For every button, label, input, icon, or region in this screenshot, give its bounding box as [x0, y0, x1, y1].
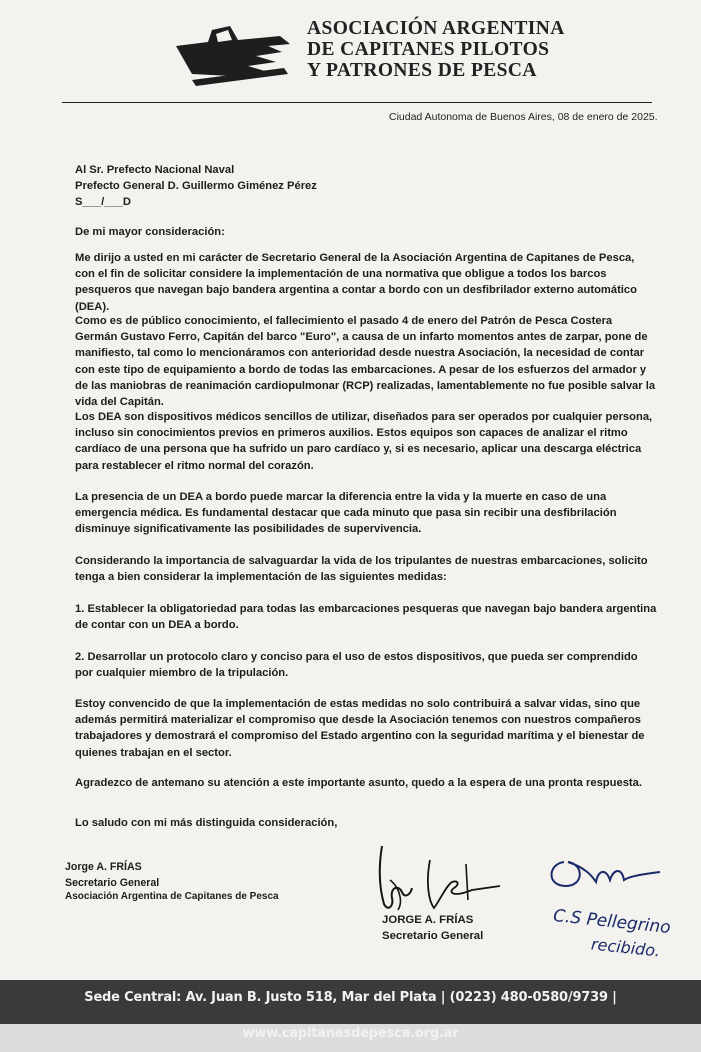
signer-role: Secretario General — [65, 877, 160, 889]
handwritten-initials-icon — [540, 846, 670, 896]
addressee-line-1: Al Sr. Prefecto Nacional Naval — [75, 164, 235, 176]
signer-organization: Asociación Argentina de Capitanes de Pesca — [65, 891, 279, 902]
paragraph-4: La presencia de un DEA a bordo puede marcar la diferencia entre la vida y la muerte en caso de una emergencia médica. Es fundamental destacar que cada minuto que pasa sin recibir una desfibrilación disminuye significativamente las posibilidades de supervivencia. — [75, 491, 617, 536]
signer-name: Jorge A. FRÍAS — [65, 861, 142, 873]
org-line-1: ASOCIACIÓN ARGENTINA — [307, 18, 565, 39]
list-item-2: 2. Desarrollar un protocolo claro y conciso para el uso de estos dispositivos, que pueda ser comprendido por cualquier miembro de la tripulación. — [75, 651, 638, 680]
ship-logo-icon — [172, 22, 294, 88]
addressee-block — [75, 162, 657, 211]
paragraph-8: Estoy convencido de que la implementación de estas medidas no solo contribuirá a salvar vidas, sino que además permitirá materializar el compromiso que desde la Asociación tenemos con nuestros compañeros trabajadores y demostrará el compromiso del Estado argentino con la seguridad marítima y el bienestar de quienes trabajan en el sector. — [75, 698, 645, 759]
paragraph-2: Como es de público conocimiento, el fallecimiento el pasado 4 de enero del Patrón de Pesca Costera Germán Gustavo Ferro, Capitán del barco "Euro", a causa de un infarto momentos antes de zarpar, pone de manifiesto, tal como lo mencionáramos con anterioridad desde nuestra Asociación, la necesidad de contar con este tipo de equipamiento a bordo de todas las embarcaciones. A pesar de los esfuerzos del armador y de las maniobras de reanimación cardiopulmonar (RCP) realizadas, lamentablemente no fue posible salvar la vida del Capitán. — [75, 315, 656, 409]
dateline: Ciudad Autonoma de Buenos Aires, 08 de enero de 2025. — [389, 111, 658, 123]
paragraph-1: Me dirijo a usted en mi carácter de Secretario General de la Asociación Argentina de Capitanes de Pesca, con el fin de solicitar considere la implementación de una normativa que obligue a todos los barcos pesqueros que navegan bajo bandera argentina a contar a bordo con un desfibrilador externo automático (DEA). — [75, 252, 637, 313]
greeting: De mi mayor consideración: — [75, 226, 225, 238]
footer-address: Sede Central: Av. Juan B. Justo 518, Mar del Plata | (0223) 480-0580/9739 | www.capitanesdepesca.org.ar — [0, 980, 701, 1024]
org-line-3: Y PATRONES DE PESCA — [307, 60, 537, 81]
org-line-2: DE CAPITANES PILOTOS — [307, 39, 550, 60]
closing: Lo saludo con mi más distinguida consideración, — [75, 817, 338, 829]
signature-stamp — [382, 912, 483, 944]
list-item-1: 1. Establecer la obligatoriedad para todas las embarcaciones pesqueras que navegan bajo bandera argentina de contar con un DEA a bordo. — [75, 603, 657, 632]
paragraph-9: Agradezco de antemano su atención a este importante asunto, quedo a la espera de una pronta respuesta. — [75, 777, 642, 789]
organization-name — [307, 18, 565, 81]
paragraph-3: Los DEA son dispositivos médicos sencillos de utilizar, diseñados para ser operados por cualquier persona, incluso sin conocimientos previos en primeros auxilios. Estos equipos son capaces de analizar el ritmo cardíaco de una persona que ha sufrido un paro cardíaco y, si es necesario, aplicar una descarga eléctrica para restablecer el ritmo normal del corazón. — [75, 411, 653, 472]
handwritten-note-2: recibido. — [590, 934, 662, 961]
stamp-name: JORGE A. FRÍAS — [382, 914, 474, 926]
addressee-line-2: Prefecto General D. Guillermo Giménez Pérez — [75, 180, 317, 193]
header-divider — [62, 102, 652, 103]
handwritten-note-1: C.S Pellegrino — [552, 905, 672, 939]
addressee-line-3: S___/___D — [75, 196, 131, 209]
stamp-role: Secretario General — [382, 930, 484, 942]
paragraph-5: Considerando la importancia de salvaguardar la vida de los tripulantes de nuestras embarcaciones, solicito tenga a bien considerar la implementación de las siguientes medidas: — [75, 555, 648, 584]
signature-icon — [368, 840, 508, 920]
